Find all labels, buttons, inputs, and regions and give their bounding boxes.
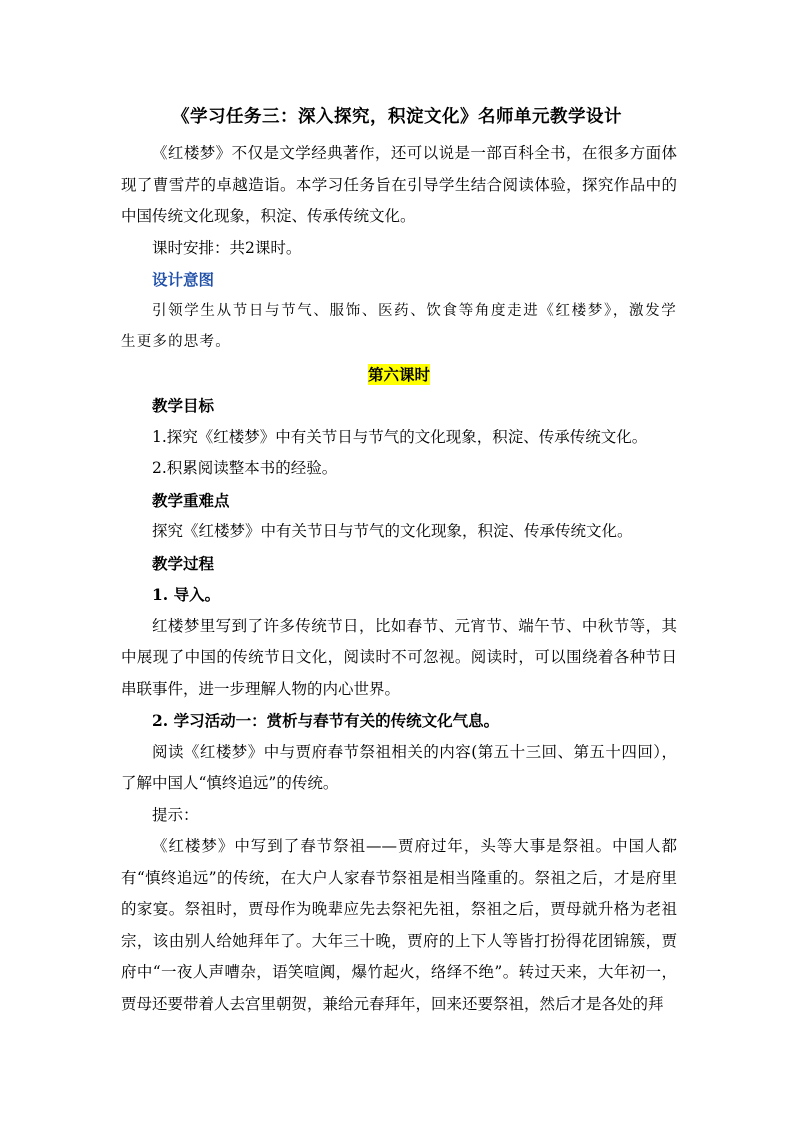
- lesson-schedule: 课时安排：共2课时。: [152, 238, 302, 257]
- key-points-heading: 教学重难点: [152, 490, 230, 510]
- step1-heading: 1. 导入。: [152, 585, 221, 604]
- lesson-label-row: [121, 359, 677, 391]
- document-body: [121, 138, 677, 1020]
- hint-text: 《红楼梦》中写到了春节祭祖——贾府过年，头等大事是祭祖。中国人都有“慎终追远”的传统，在大户人家春节祭祖是相当隆重的。祭祖之后，才是府里的家宴。祭祖时，贾母作为晚辈应先去祭祀先祖，祭祖之后，贾母就升格为老祖宗，该由别人给她拜年了。大年三十晚，贾府的上下人等皆打扮得花团锦簇，贾府中“一夜人声嘈杂，语笑喧阗，爆竹起火，络绎不绝”。转过天来，大年初一，贾母还要带着人去宫里朝贺，兼给元春拜年，回来还要祭祖，然后才是各处的拜: [121, 837, 677, 1013]
- process-heading: 教学过程: [152, 553, 215, 573]
- step2-heading: 2. 学习活动一：赏析与春节有关的传统文化气息。: [152, 711, 500, 730]
- key-points-text: 探究《红楼梦》中有关节日与节气的文化现象，积淀、传承传统文化。: [152, 522, 633, 540]
- hint-label: 提示：: [152, 805, 199, 824]
- design-intent-text: 引领学生从节日与节气、服饰、医药、饮食等角度走进《红楼梦》，激发学生更多的思考。: [121, 302, 677, 350]
- document-title: 《学习任务三：深入探究，积淀文化》名师单元教学设计: [172, 107, 622, 127]
- intro-paragraph: 《红楼梦》不仅是文学经典著作，还可以说是一部百科全书，在很多方面体现了曹雪芹的卓越造诣。本学习任务旨在引导学生结合阅读体验，探究作品中的中国传统文化现象，积淀、传承传统文化。: [121, 144, 677, 225]
- goal-item-2: 2.积累阅读整本书的经验。: [152, 459, 338, 477]
- design-intent-heading: 设计意图: [152, 270, 215, 289]
- goal-item-1: 1.探究《红楼梦》中有关节日与节气的文化现象，积淀、传承传统文化。: [152, 427, 648, 446]
- step1-text: 红楼梦里写到了许多传统节日，比如春节、元宵节、端午节、中秋节等，其中展现了中国的传统节日文化，阅读时不可忽视。阅读时，可以围绕着各种节日串联事件，进一步理解人物的内心世界。: [121, 616, 677, 698]
- step2-text: 阅读《红楼梦》中与贾府春节祭祖相关的内容(第五十三回、第五十四回），了解中国人“慎终追远”的传统。: [121, 742, 677, 792]
- lesson-label: 第六课时: [367, 364, 430, 384]
- goals-heading: 教学目标: [152, 396, 215, 415]
